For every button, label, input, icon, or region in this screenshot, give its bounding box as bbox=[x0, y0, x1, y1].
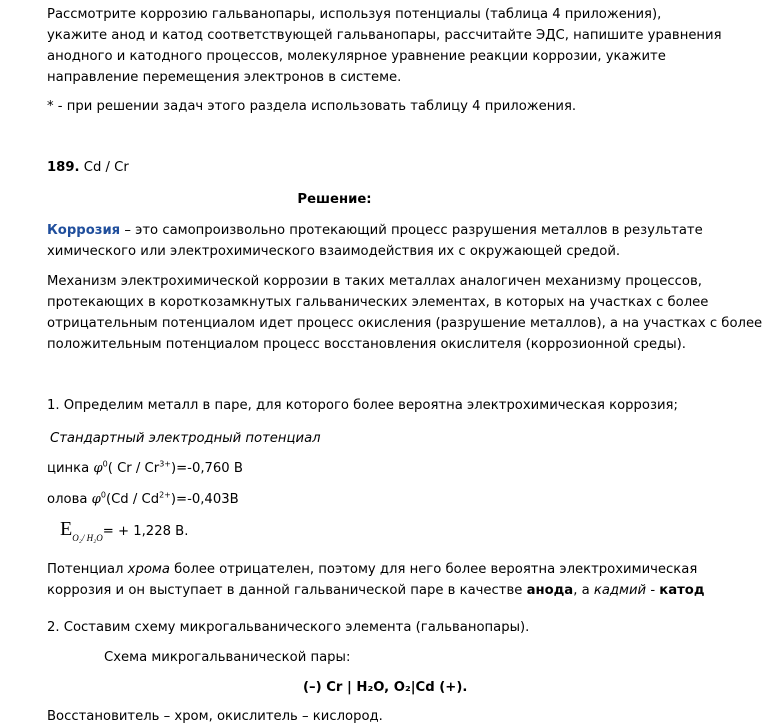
potential-heading: Стандартный электродный потенциал bbox=[50, 431, 321, 446]
step1-text: 1. Определим металл в паре, для которого более вероятна электрохимическая коррозия; bbox=[47, 398, 678, 413]
corrosion-line-1 bbox=[47, 222, 703, 240]
tin-potential: олова $\varphi^0(Cd / Cd^{2+})=-0,403В$ bbox=[47, 490, 239, 507]
zinc-potential: цинка $\varphi^0$( $Cr / Cr^{3+})=-0,760$ В bbox=[47, 459, 243, 476]
reductant-oxidant-line: Восстановитель – хром, окислитель – кислород. bbox=[47, 709, 383, 724]
e-value: = + 1,228 В. bbox=[102, 524, 189, 539]
problem-number: 189. bbox=[47, 160, 80, 175]
mechanism-line-1: Механизм электрохимической коррозии в таких металлах аналогичен механизму процессов, bbox=[47, 274, 702, 289]
corrosion-line-2: химического или электрохимического взаимодействия их с окружающей средой. bbox=[47, 244, 621, 259]
scheme-heading: Схема микрогальванической пары: bbox=[104, 650, 351, 665]
conclusion-line-2: коррозия и он выступает в данной гальванической паре в качестве анода, а кадмий - катод bbox=[47, 583, 705, 598]
phi-symbol: φ bbox=[91, 492, 101, 507]
mechanism-line-3: отрицательным потенциалом идет процесс окисления (разрушение металлов), а на участках с более bbox=[47, 316, 762, 331]
corrosion-definition: – это самопроизвольно протекающий процесс разрушения металлов в результате bbox=[120, 223, 703, 238]
mechanism-line-4: положительным потенциалом процесс восстановления окислителя (коррозионной среды). bbox=[47, 337, 686, 352]
note-line: * - при решении задач этого раздела использовать таблицу 4 приложения. bbox=[47, 99, 577, 114]
step2-text: 2. Составим схему микрогальванического элемента (гальванопары). bbox=[47, 620, 530, 635]
problem-pair: Cd / Cr bbox=[79, 160, 129, 175]
e-subscript: O₂/ H₂O bbox=[72, 533, 103, 543]
mechanism-line-2: протекающих в короткозамкнутых гальванических элементах, в которых на участках с более bbox=[47, 295, 709, 310]
intro-line-3: анодного и катодного процессов, молекулярное уравнение реакции коррозии, укажите bbox=[47, 49, 666, 64]
problem-line bbox=[47, 159, 623, 177]
galvanic-scheme: (–) Cr | H₂O, O₂|Cd (+). bbox=[303, 680, 468, 695]
intro-line-2: укажите анод и катод соответствующей гальванопары, рассчитайте ЭДС, напишите уравнения bbox=[47, 28, 722, 43]
oxygen-potential bbox=[60, 518, 636, 543]
conclusion-line-1: Потенциал хрома более отрицателен, поэтому для него более вероятна электрохимическая bbox=[47, 562, 698, 577]
phi-symbol: φ bbox=[93, 461, 103, 476]
intro-line-4: направление перемещения электронов в системе. bbox=[47, 70, 402, 85]
e-symbol: E bbox=[60, 518, 73, 540]
solution-heading: Решение: bbox=[297, 192, 372, 207]
intro-line-1: Рассмотрите коррозию гальванопары, используя потенциалы (таблица 4 приложения), bbox=[47, 7, 662, 22]
corrosion-term: Коррозия bbox=[47, 223, 121, 238]
